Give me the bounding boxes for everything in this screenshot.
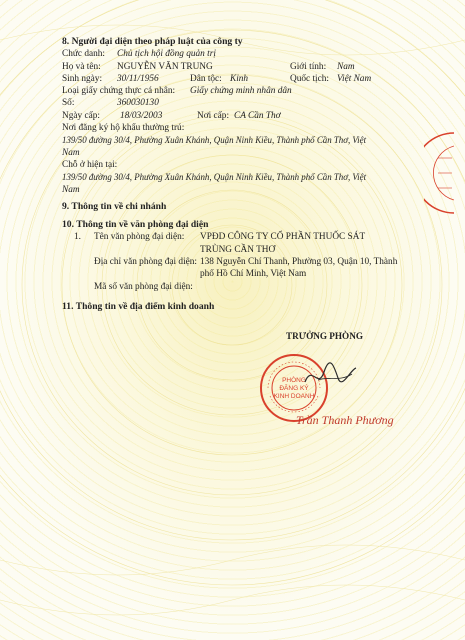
label-quoc-tich: Quốc tịch: — [290, 73, 329, 84]
label-ho-ten: Họ và tên: — [62, 61, 101, 72]
value-ngay-cap: 18/03/2003 — [120, 110, 163, 121]
value-ho-ten: NGUYỄN VĂN TRUNG — [117, 61, 213, 72]
value-thuong-tru-line-1: 139/50 đường 30/4, Phường Xuân Khánh, Quận Ninh Kiều, Thành phố Cần Thơ, Việt — [62, 135, 367, 146]
label-dan-toc: Dân tộc: — [190, 73, 222, 84]
label-thuong-tru: Nơi đăng ký hộ khẩu thường trú: — [62, 123, 185, 134]
row-ten-vpdd-cont — [62, 244, 437, 256]
value-ten-vpdd-line-2: TRÙNG CẦN THƠ — [200, 244, 276, 255]
label-so: Số: — [62, 98, 75, 109]
label-ten-vpdd: Tên văn phòng đại diện: — [94, 232, 185, 243]
edge-partial-seal — [424, 128, 454, 218]
label-ma-so: Mã số văn phòng đại diện: — [94, 281, 193, 292]
list-number: 1. — [74, 232, 81, 243]
seal-inner-text-2: ĐĂNG KÝ — [279, 385, 309, 392]
seal-inner-text-1: PHÒNG — [282, 377, 306, 384]
signatory-name: Trần Thanh Phương — [296, 413, 394, 427]
label-gioi-tinh: Giới tính: — [290, 61, 327, 72]
value-cho-o-line-2: Nam — [62, 184, 80, 195]
value-noi-cap: CA Cần Thơ — [234, 110, 281, 121]
value-quoc-tich: Việt Nam — [337, 73, 372, 84]
label-ngay-cap: Ngày cấp: — [62, 110, 100, 121]
label-dia-chi: Địa chỉ văn phòng đại diện: — [94, 257, 198, 268]
section-8-heading: 8. Người đại diện theo pháp luật của công ty — [62, 36, 243, 47]
seal-inner-text-3: KINH DOANH — [273, 393, 315, 400]
row-ma-so — [62, 281, 437, 293]
handwritten-signature — [300, 360, 360, 390]
row-ngay-cap — [62, 110, 437, 122]
row-ten-vpdd — [62, 231, 437, 243]
document-body — [62, 36, 437, 313]
label-cho-o: Chỗ ở hiện tại: — [62, 159, 118, 170]
value-gioi-tinh: Nam — [337, 61, 355, 72]
value-sinh-ngay: 30/11/1956 — [117, 73, 159, 84]
label-loai-giay: Loại giấy chứng thực cá nhân: — [62, 86, 176, 97]
row-ho-ten — [62, 61, 437, 73]
value-so: 360030130 — [117, 98, 159, 109]
section-11-heading: 11. Thông tin về địa điểm kinh doanh — [62, 300, 215, 312]
value-thuong-tru-line-2: Nam — [62, 147, 80, 158]
value-dia-chi-line-1: 138 Nguyễn Chí Thanh, Phường 03, Quận 10, Thành — [200, 257, 398, 268]
signatory-title: TRƯỞNG PHÒNG — [286, 331, 363, 341]
row-cho-o-label — [62, 159, 437, 171]
row-dia-chi-cont — [62, 268, 437, 280]
value-ten-vpdd-line-1: VPĐD CÔNG TY CỔ PHẦN THUỐC SÁT — [200, 232, 366, 243]
value-dia-chi-line-2: phố Hồ Chí Minh, Việt Nam — [200, 269, 307, 280]
row-chuc-danh — [62, 48, 437, 60]
row-loai-giay — [62, 85, 437, 97]
label-chuc-danh: Chức danh: — [62, 49, 105, 60]
row-sinh-ngay — [62, 73, 437, 85]
label-sinh-ngay: Sinh ngày: — [62, 73, 103, 84]
row-so — [62, 97, 437, 109]
section-10-heading: 10. Thông tin về văn phòng đại diện — [62, 219, 209, 231]
value-chuc-danh: Chủ tịch hội đồng quản trị — [117, 49, 216, 60]
row-thuong-tru-label — [62, 122, 437, 134]
value-dan-toc: Kinh — [230, 73, 249, 84]
value-cho-o-line-1: 139/50 đường 30/4, Phường Xuân Khánh, Quận Ninh Kiều, Thành phố Cần Thơ, Việt — [62, 172, 367, 183]
row-dia-chi — [62, 256, 437, 268]
section-9-heading: 9. Thông tin về chi nhánh — [62, 200, 167, 212]
value-loai-giay: Giấy chứng minh nhân dân — [190, 86, 292, 97]
label-noi-cap: Nơi cấp: — [197, 110, 230, 121]
